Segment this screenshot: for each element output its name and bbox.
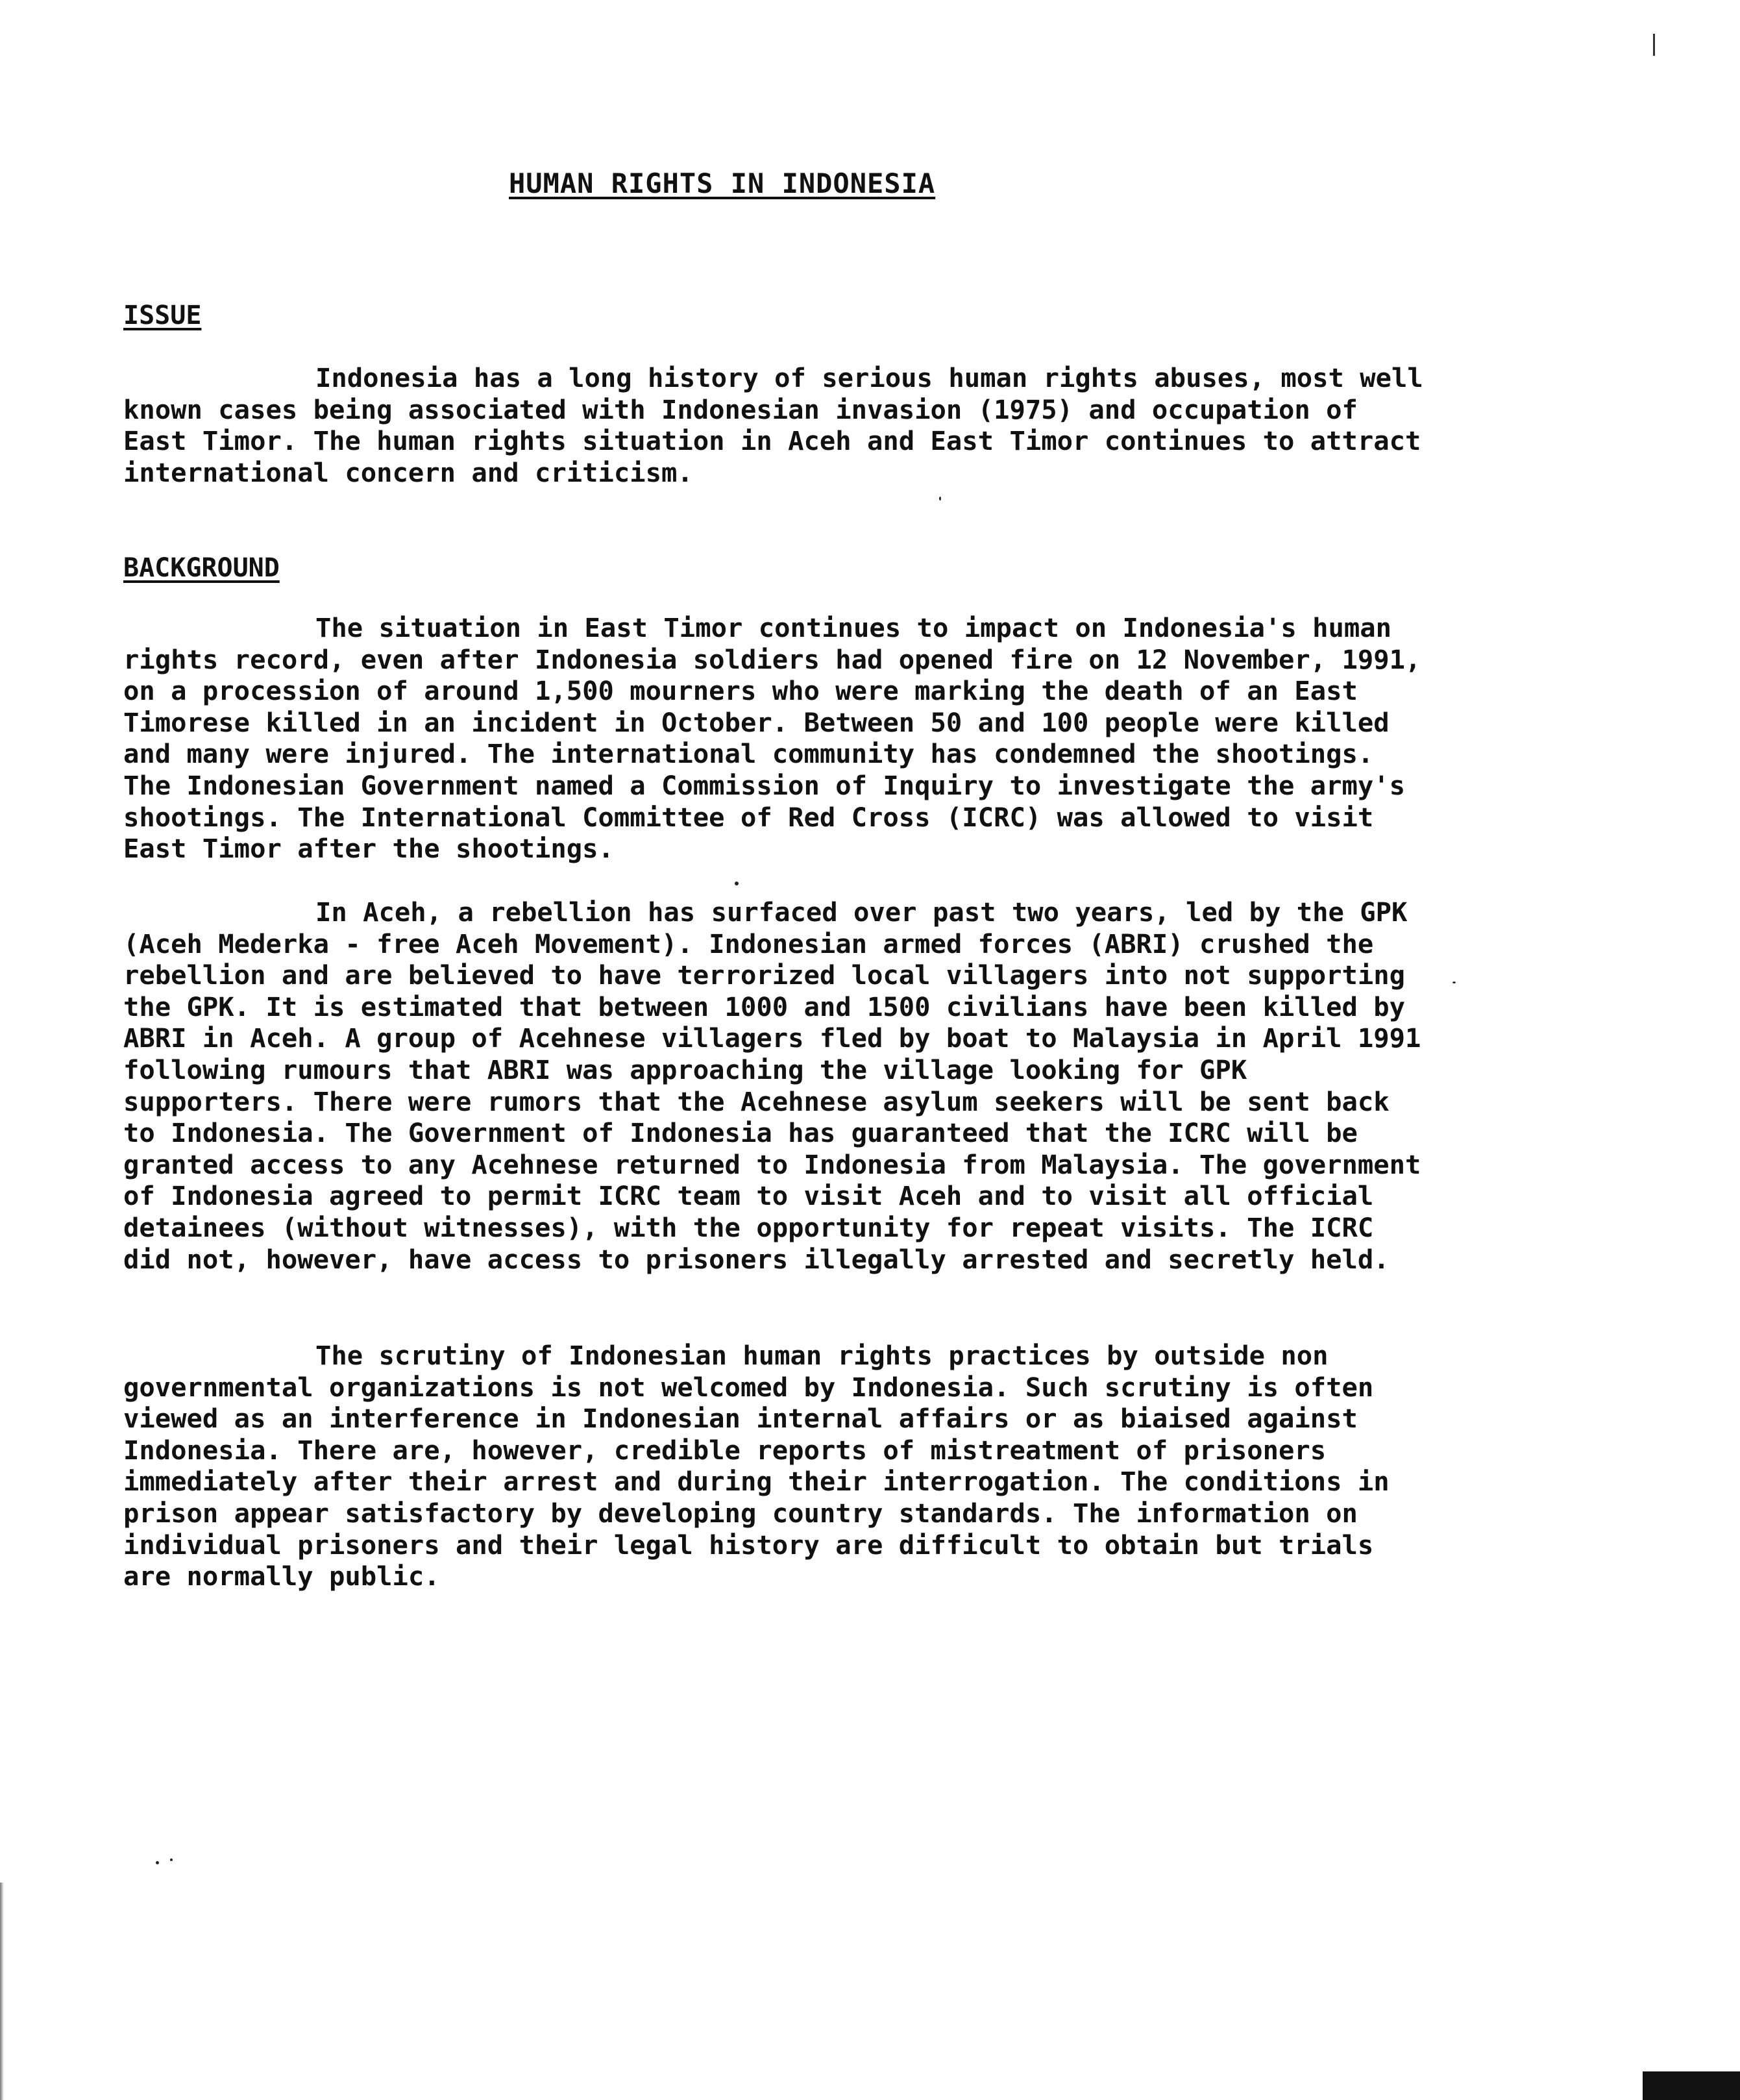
background-heading: BACKGROUND	[123, 553, 280, 583]
scan-speck	[1452, 982, 1456, 983]
issue-paragraph: Indonesia has a long history of serious human rights abuses, most well known cases being associated with Indonesian invasion (1975) and occupation of East Timor. The human rights situation in Aceh and East Timor continues to attract international concern and criticism.	[123, 362, 1423, 488]
background-paragraph-scrutiny: The scrutiny of Indonesian human rights practices by outside non governmental organizations is not welcomed by Indonesia. Such scrutiny is often viewed as an interference in Indonesian internal affairs or as biaised against Indonesia. There are, however, credible reports of mistreatment of prisoners immediately after their arrest and during their interrogation. The conditions in prison appear satisfactory by developing country standards. The information on individual prisoners and their legal history are difficult to obtain but trials are normally public.	[123, 1340, 1390, 1592]
scan-speck	[156, 1861, 159, 1864]
background-paragraph-aceh: In Aceh, a rebellion has surfaced over past two years, led by the GPK (Aceh Mederka - free Aceh Movement). Indonesian armed forces (ABRI) crushed the rebellion and are believed to have terrorized local villagers into not supporting the GPK. It is estimated that between 1000 and 1500 civilians have been killed by ABRI in Aceh. A group of Acehnese villagers fled by boat to Malaysia in April 1991 following rumours that ABRI was approaching the village looking for GPK supporters. There were rumors that the Acehnese asylum seekers will be sent back to Indonesia. The Government of Indonesia has guaranteed that the ICRC will be granted access to any Acehnese returned to Indonesia from Malaysia. The government of Indonesia agreed to permit ICRC team to visit Aceh and to visit all official detainees (without witnesses), with the opportunity for repeat visits. The ICRC did not, however, have access to prisoners illegally arrested and secretly held.	[123, 896, 1421, 1275]
scan-speck	[170, 1859, 173, 1861]
scan-edge	[0, 1883, 4, 2100]
background-paragraph-east-timor: The situation in East Timor continues to impact on Indonesia's human rights record, even after Indonesia soldiers had opened fire on 12 November, 1991, on a procession of around 1,500 mourners who were marking the death of an East Timorese killed in an incident in October. Between 50 and 100 people were killed and many were injured. The international community has condemned the shootings. The Indonesian Government named a Commission of Inquiry to investigate the army's shootings. The International Committee of Red Cross (ICRC) was allowed to visit East Timor after the shootings.	[123, 612, 1421, 865]
scan-mark	[1653, 34, 1655, 56]
scan-speck	[735, 882, 739, 885]
scan-speck	[939, 497, 941, 500]
issue-heading: ISSUE	[123, 301, 202, 330]
scan-bar	[1643, 2071, 1740, 2100]
document-title: HUMAN RIGHTS IN INDONESIA	[509, 167, 936, 199]
